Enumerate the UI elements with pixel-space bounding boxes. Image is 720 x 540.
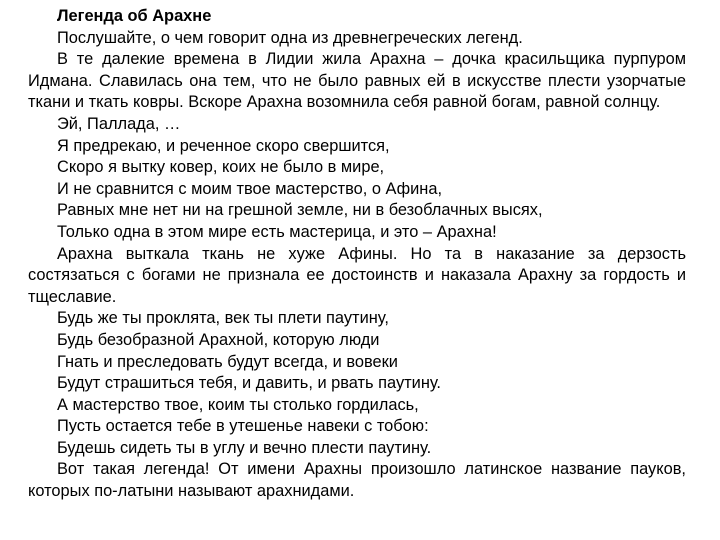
story-paragraph: Арахна выткала ткань не хуже Афины. Но та в наказание за дерзость состязаться с богами не признала ее достоинств и наказала Арахну за гордость и тщеславие. [28, 244, 686, 306]
verse-line: И не сравнится с моим твое мастерство, о Афина, [57, 179, 443, 198]
verse-line: Гнать и преследовать будут всегда, и вовеки [57, 352, 398, 371]
verse-line: Скоро я вытку ковер, коих не было в мире, [57, 158, 385, 177]
document-page [28, 6, 686, 503]
verse-line: А мастерство твое, коим ты столько гордилась, [57, 395, 419, 414]
document-title: Легенда об Арахне [57, 7, 212, 25]
closing-paragraph: Вот такая легенда! От имени Арахны произошло латинское название пауков, которых по-латыни называют арахнидами. [28, 460, 686, 501]
verse-line: Эй, Паллада, … [57, 114, 181, 133]
verse-line: Только одна в этом мире есть мастерица, и это – Арахна! [57, 222, 497, 241]
verse-line: Будь безобразной Арахной, которую люди [57, 330, 380, 349]
story-paragraph: В те далекие времена в Лидии жила Арахна – дочка красильщика пурпуром Идмана. Славилась она тем, что не было равных ей в искусстве плести узорчатые ткани и ткать ковры. Вскоре Арахна возомнила себя равной богам, равной солнцу. [28, 50, 686, 112]
verse-line: Пусть остается тебе в утешенье навеки с тобою: [57, 417, 429, 436]
verse-line: Будь же ты проклята, век ты плети паутину, [57, 309, 389, 328]
verse-line: Равных мне нет ни на грешной земле, ни в безоблачных высях, [57, 201, 543, 220]
verse-line: Будут страшиться тебя, и давить, и рвать паутину. [57, 374, 441, 393]
intro-paragraph: Послушайте, о чем говорит одна из древнегреческих легенд. [57, 28, 523, 47]
verse-line: Я предрекаю, и реченное скоро свершится, [57, 136, 390, 155]
verse-line: Будешь сидеть ты в углу и вечно плести паутину. [57, 438, 432, 457]
